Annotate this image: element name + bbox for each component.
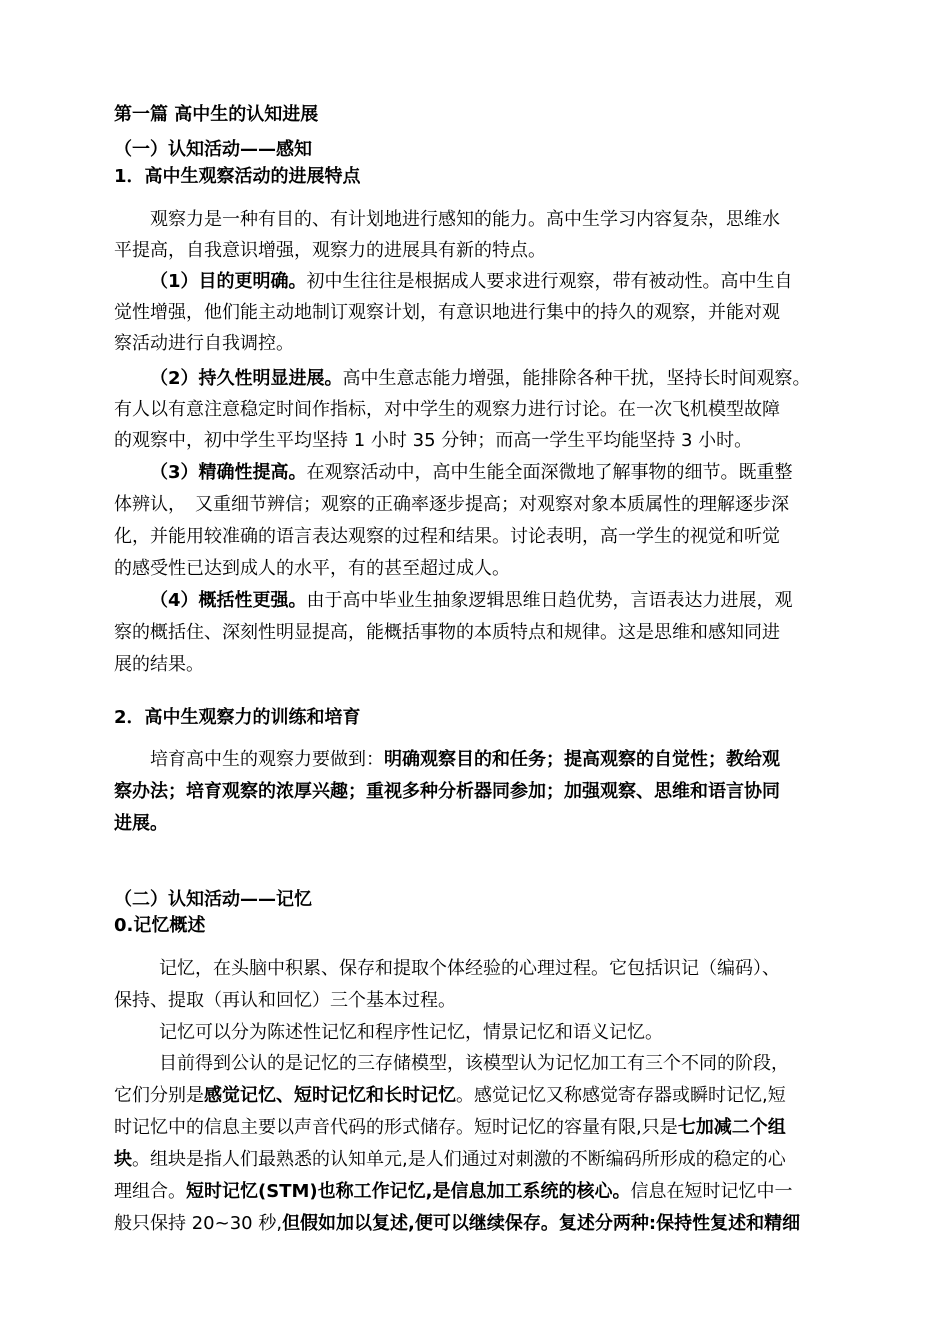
memory-para-3-line-1: 目前得到公认的是记忆的三存储模型，该模型认为记忆加工有三个不同的阶段， bbox=[159, 1053, 789, 1074]
para-4-line-3: 展的结果。 bbox=[114, 654, 204, 675]
para-5-line-2: 察办法；培育观察的浓厚兴趣；重视多种分析器同参加；加强观察、思维和语言协同 bbox=[114, 781, 780, 802]
memory-para-2: 记忆可以分为陈述性记忆和程序性记忆，情景记忆和语义记忆。 bbox=[159, 1022, 663, 1043]
section-heading-perception: （一）认知活动——感知 bbox=[114, 139, 312, 160]
para-3-label: （3）精确性提高。 bbox=[150, 462, 307, 483]
para-1-line-3: 察活动进行自我调控。 bbox=[114, 333, 294, 354]
para-3-line-4: 的感受性已达到成人的水平，有的甚至超过成人。 bbox=[114, 558, 510, 579]
para-2-label: （2）持久性明显进展。 bbox=[150, 368, 343, 389]
para-3-line-3: 化，并能用较准确的语言表达观察的过程和结果。讨论表明，高一学生的视觉和听觉 bbox=[114, 526, 780, 547]
para-3-line-2: 体辨认， 又重细节辨信；观察的正确率逐步提高；对观察对象本质属性的理解逐步深 bbox=[114, 494, 789, 515]
memory-para-3-line-5: 理组合。短时记忆(STM)也称工作记忆,是信息加工系统的核心。信息在短时记忆中一 bbox=[114, 1181, 793, 1202]
memory-para-3-line-2: 它们分别是感觉记忆、短时记忆和长时记忆。感觉记忆又称感觉寄存器或瞬时记忆,短 bbox=[114, 1085, 786, 1106]
subheading-observation-training: 2．高中生观察力的训练和培育 bbox=[114, 707, 361, 728]
para-2-line-2: 有人以有意注意稳定时间作指标，对中学生的观察力进行讨论。在一次飞机模型故障 bbox=[114, 399, 780, 420]
para-5-line-1: 培育高中生的观察力要做到：明确观察目的和任务；提高观察的自觉性；教给观 bbox=[150, 749, 780, 770]
memory-para-1-line-2: 保持、提取（再认和回忆）三个基本过程。 bbox=[114, 990, 456, 1011]
section-heading-memory: （二）认知活动——记忆 bbox=[114, 889, 312, 910]
intro-line-2: 平提高，自我意识增强，观察力的进展具有新的特点。 bbox=[114, 240, 546, 261]
para-3-line-1: （3）精确性提高。在观察活动中，高中生能全面深微地了解事物的细节。既重整 bbox=[150, 462, 793, 483]
para-1-label: （1）目的更明确。 bbox=[150, 271, 307, 292]
subheading-memory-overview: 0.记忆概述 bbox=[114, 915, 206, 936]
para-5-line-3: 进展。 bbox=[114, 813, 168, 834]
memory-para-1-line-1: 记忆，在头脑中积累、保存和提取个体经验的心理过程。它包括识记（编码）、 bbox=[159, 958, 780, 979]
para-2-line-1: （2）持久性明显进展。高中生意志能力增强，能排除各种干扰，坚持长时间观察。 bbox=[150, 368, 811, 389]
para-1-line-2: 觉性增强，他们能主动地制订观察计划，有意识地进行集中的持久的观察，并能对观 bbox=[114, 302, 780, 323]
para-4-line-1: （4）概括性更强。由于高中毕业生抽象逻辑思维日趋优势，言语表达力进展，观 bbox=[150, 590, 793, 611]
para-4-label: （4）概括性更强。 bbox=[150, 590, 307, 611]
para-2-line-3: 的观察中，初中学生平均坚持 1 小时 35 分钟；而高一学生平均能坚持 3 小时。 bbox=[114, 430, 753, 451]
memory-para-3-line-6: 般只保持 20~30 秒,但假如加以复述,便可以继续保存。复述分两种:保持性复述和精细 bbox=[114, 1213, 801, 1234]
subheading-observation-features: 1．高中生观察活动的进展特点 bbox=[114, 166, 361, 187]
memory-para-3-line-3: 时记忆中的信息主要以声音代码的形式储存。短时记忆的容量有限,只是七加减二个组 bbox=[114, 1117, 786, 1138]
doc-title: 第一篇 高中生的认知进展 bbox=[114, 104, 319, 125]
intro-line-1: 观察力是一种有目的、有计划地进行感知的能力。高中生学习内容复杂，思维水 bbox=[150, 209, 780, 230]
para-4-line-2: 察的概括住、深刻性明显提高，能概括事物的本质特点和规律。这是思维和感知同进 bbox=[114, 622, 780, 643]
para-1-line-1: （1）目的更明确。初中生往往是根据成人要求进行观察，带有被动性。高中生自 bbox=[150, 271, 793, 292]
memory-para-3-line-4: 块。组块是指人们最熟悉的认知单元,是人们通过对刺激的不断编码所形成的稳定的心 bbox=[114, 1149, 786, 1170]
